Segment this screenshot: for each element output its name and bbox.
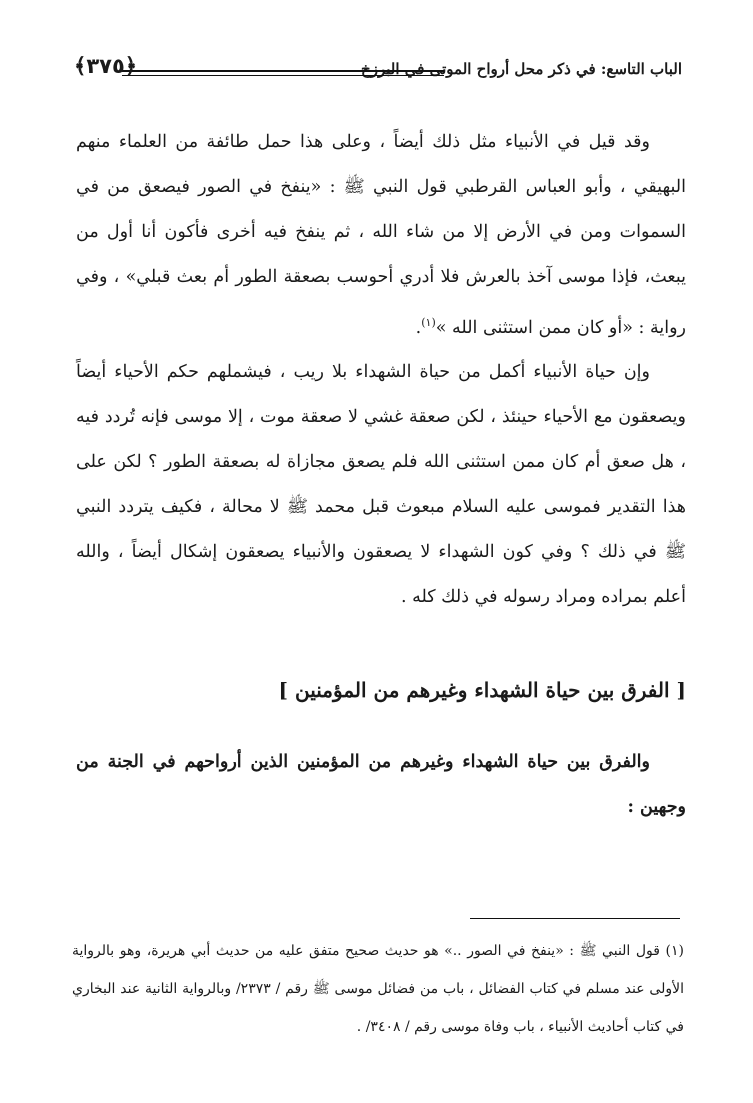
running-header [70, 52, 682, 92]
paragraph-1 [76, 120, 686, 351]
header-rule [122, 70, 444, 76]
chapter-title: الباب التاسع: في ذكر محل أرواح الموتى في البرزخ [361, 60, 682, 78]
footnote-1: (١) قول النبي ﷺ : «ينفخ في الصور ..» هو حديث صحيح متفق عليه من حديث أبي هريرة، وهو بالرواية الأولى عند مسلم في كتاب الفضائل ، باب من فضائل موسى ﷺ رقم / ٢٣٧٣/ وبالرواية الثانية عند البخاري في كتاب أحاديث الأنبياء ، باب وفاة موسى رقم / ٣٤٠٨/ . [72, 943, 684, 1035]
footnote-separator [470, 918, 680, 919]
section-heading: [ الفرق بين حياة الشهداء وغيرهم من المؤمنين ] [278, 678, 686, 702]
paragraph-2 [76, 350, 686, 620]
footnote-reference[interactable]: (١) [421, 316, 436, 329]
paragraph-1-text: وقد قيل في الأنبياء مثل ذلك أيضاً ، وعلى هذا حمل طائفة من العلماء منهم البهيقي ، وأبو العباس القرطبي قول النبي ﷺ : «ينفخ في الصور فيصعق من في السموات ومن في الأرض إلا من شاء الله ، ثم ينفخ فيه أخرى فأكون أنا أول من يبعث، فإذا موسى آخذ بالعرش فلا أدري أحوسب بصعقة الطور أم بعث قبلي» ، وفي رواية : «أو كان ممن استثنى الله » [76, 132, 686, 338]
paragraph-1-end: . [415, 317, 422, 338]
paragraph-2-text: وإن حياة الأنبياء أكمل من حياة الشهداء بلا ريب ، فيشملهم حكم الأحياء أيضاً ويصعقون مع الأحياء حينئذ ، لكن صعقة غشي لا صعقة موت ، إلا موسى فإنه تُردد فيه ، هل صعق أم كان ممن استثنى الله فلم يصعق مجازاة له بصعقة الطور ؟ لكن على هذا التقدير فموسى عليه السلام مبعوث قبل محمد ﷺ لا محالة ، فكيف يتردد النبي ﷺ في ذلك ؟ وفي كون الشهداء لا يصعقون والأنبياء يصعقون إشكال أيضاً ، والله أعلم بمراده ومراد رسوله في ذلك كله . [76, 362, 686, 607]
page-number: ﴿٣٧٥﴾ [74, 54, 138, 78]
paragraph-3-text: والفرق بين حياة الشهداء وغيرهم من المؤمنين الذين أرواحهم في الجنة من وجهين : [76, 752, 686, 817]
paragraph-3 [76, 740, 686, 830]
